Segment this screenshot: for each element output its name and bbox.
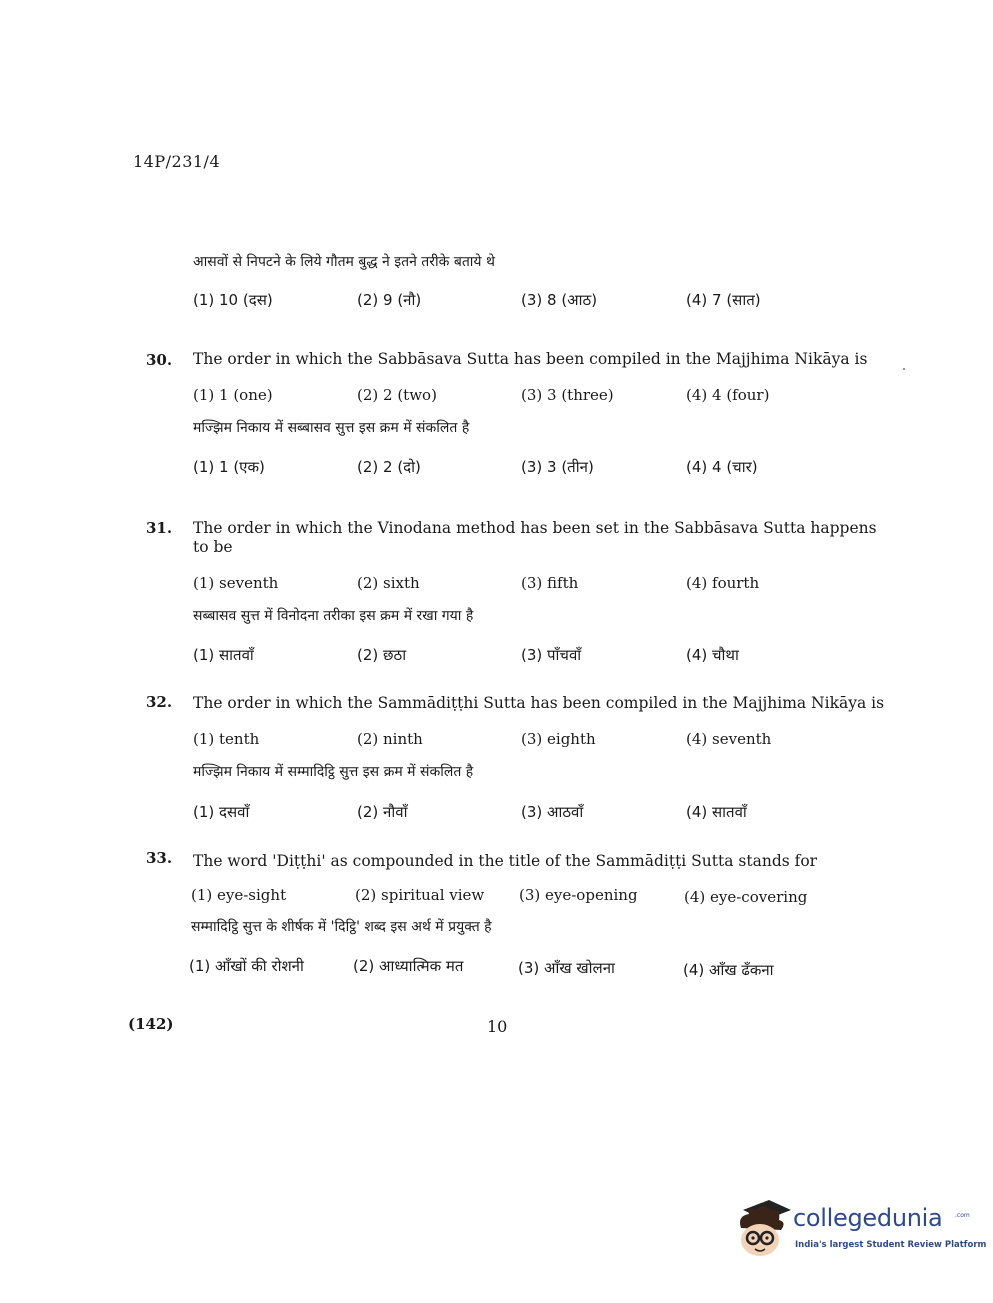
- q33-option-1: (1) eye-sight: [191, 886, 287, 904]
- q30-option-4: (4) 4 (four): [686, 386, 770, 404]
- q30-option-1-hindi: (1) 1 (एक): [193, 458, 265, 476]
- q31-option-4: (4) fourth: [686, 574, 760, 592]
- q29-option-3-hindi: (3) 8 (आठ): [521, 291, 598, 309]
- q29-option-2-hindi: (2) 9 (नौ): [357, 291, 422, 309]
- question-31-stem-hindi: सब्बासव सुत्त में विनोदना तरीका इस क्रम में रखा गया है: [193, 608, 474, 624]
- logo-domain: .com: [955, 1212, 970, 1219]
- question-29-stem-hindi: आसवों से निपटने के लिये गौतम बुद्ध ने इतने तरीके बताये थे: [193, 254, 495, 270]
- q30-option-3-hindi: (3) 3 (तीन): [521, 458, 594, 476]
- q31-option-2: (2) sixth: [357, 574, 420, 592]
- scan-speck: [903, 368, 905, 370]
- q31-option-1: (1) seventh: [193, 574, 279, 592]
- logo-wordmark: collegedunia: [793, 1204, 943, 1232]
- q33-option-2-hindi: (2) आध्यात्मिक मत: [353, 957, 464, 975]
- q32-option-1-hindi: (1) दसवाँ: [193, 803, 250, 821]
- question-31-stem: The order in which the Vinodana method has been set in the Sabbāsava Sutta happens: [193, 519, 877, 537]
- question-30-stem-hindi: मज्झिम निकाय में सब्बासव सुत्त इस क्रम में संकलित है: [193, 420, 470, 436]
- q31-option-3: (3) fifth: [521, 574, 579, 592]
- question-30-number: 30.: [146, 351, 173, 369]
- q29-option-4-hindi: (4) 7 (सात): [686, 291, 761, 309]
- q30-option-1: (1) 1 (one): [193, 386, 273, 404]
- student-mascot-icon: [735, 1196, 793, 1266]
- q30-option-4-hindi: (4) 4 (चार): [686, 458, 758, 476]
- booklet-code: (142): [128, 1015, 174, 1033]
- question-33-number: 33.: [146, 849, 173, 867]
- q33-option-3-hindi: (3) आँख खोलना: [518, 959, 615, 977]
- q32-option-3: (3) eighth: [521, 730, 596, 748]
- q30-option-3: (3) 3 (three): [521, 386, 614, 404]
- q30-option-2-hindi: (2) 2 (दो): [357, 458, 421, 476]
- q33-option-4-hindi: (4) आँख ढँकना: [683, 961, 774, 979]
- q33-option-4: (4) eye-covering: [684, 888, 808, 906]
- q33-option-2: (2) spiritual view: [355, 886, 485, 904]
- q29-option-1-hindi: (1) 10 (दस): [193, 291, 273, 309]
- paper-code: 14P/231/4: [133, 152, 221, 171]
- question-31-stem-line-2: to be: [193, 538, 233, 556]
- q32-option-1: (1) tenth: [193, 730, 260, 748]
- q32-option-4: (4) seventh: [686, 730, 772, 748]
- q32-option-2: (2) ninth: [357, 730, 423, 748]
- question-33-stem-hindi: सम्मादिट्ठि सुत्त के शीर्षक में 'दिट्ठि' शब्द इस अर्थ में प्रयुक्त है: [191, 919, 492, 935]
- question-32-stem-hindi: मज्झिम निकाय में सम्मादिट्ठि सुत्त इस क्रम में संकलित है: [193, 764, 474, 780]
- q32-option-3-hindi: (3) आठवाँ: [521, 803, 584, 821]
- q33-option-3: (3) eye-opening: [519, 886, 638, 904]
- q31-option-4-hindi: (4) चौथा: [686, 646, 739, 664]
- page-number: 10: [487, 1017, 508, 1036]
- q31-option-3-hindi: (3) पाँचवाँ: [521, 646, 582, 664]
- q31-option-1-hindi: (1) सातवाँ: [193, 646, 254, 664]
- q33-option-1-hindi: (1) आँखों की रोशनी: [189, 957, 304, 975]
- q32-option-2-hindi: (2) नौवाँ: [357, 803, 408, 821]
- collegedunia-logo: [735, 1196, 987, 1266]
- q30-option-2: (2) 2 (two): [357, 386, 437, 404]
- question-32-stem: The order in which the Sammādiṭṭhi Sutta has been compiled in the Majjhima Nikāya is: [193, 694, 885, 712]
- question-32-number: 32.: [146, 693, 173, 711]
- question-31-number: 31.: [146, 519, 173, 537]
- q32-option-4-hindi: (4) सातवाँ: [686, 803, 747, 821]
- logo-tagline: India's largest Student Review Platform: [795, 1240, 987, 1250]
- q31-option-2-hindi: (2) छठा: [357, 646, 407, 664]
- question-30-stem: The order in which the Sabbāsava Sutta has been compiled in the Majjhima Nikāya is: [193, 350, 868, 368]
- question-33-stem: The word 'Diṭṭhi' as compounded in the title of the Sammādiṭṭi Sutta stands for: [193, 852, 818, 870]
